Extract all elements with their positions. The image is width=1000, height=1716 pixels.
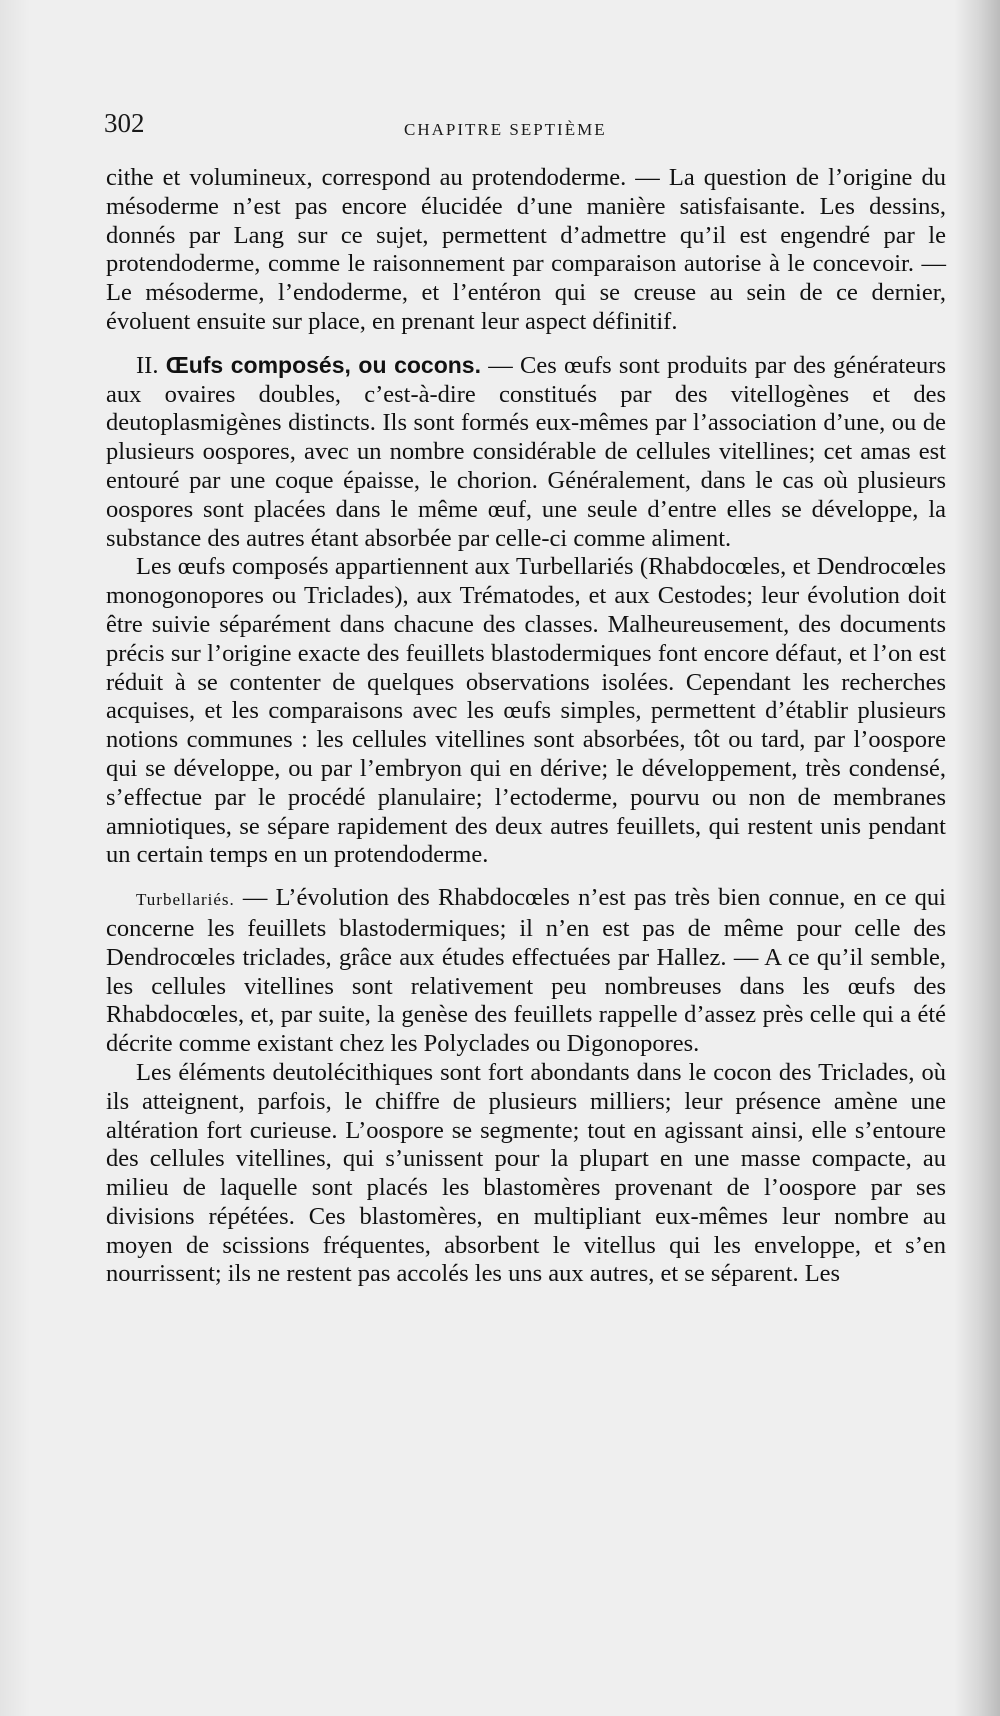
running-head	[104, 108, 949, 148]
paragraph-eggs-composite	[106, 351, 946, 554]
paragraph-composite-eggs-classes: Les œufs composés appartiennent aux Turbellariés (Rhabdocœles, et Dendrocœles monogonopores ou Triclades), aux Trématodes, et aux Cestodes; leur évolution doit être suivie séparément dans chacune des classes. Malheureusement, des documents précis sur l’origine exacte des feuillets blastodermiques font encore défaut, et l’on est réduit à se contenter de quelques observations isolées. Cependant les recherches acquises, et les comparaisons avec les œufs simples, permettent d’établir plusieurs notions communes : les cellules vitellines sont absorbées, tôt ou tard, par l’oospore qui se développe, ou par l’embryon qui en dérive; le développement, très condensé, s’effectue par le procédé planulaire; l’ectoderme, pourvu ou non de membranes amniotiques, se sépare rapidement des deux autres feuillets, qui restent unis pendant un certain temps en un protendoderme.	[106, 553, 946, 869]
section-heading: Œufs composés, ou cocons.	[165, 351, 481, 378]
paragraph-text: — Ces œufs sont produits par des générateurs aux ovaires doubles, c’est-à-dire constitués par des vitellogènes et des deutoplasmigènes distincts. Ils sont formés eux-mêmes par l’association d’une, ou de plusieurs oospores, avec un nombre considérable de cellules vitellines; cet amas est entouré par une coque épaisse, le chorion. Généralement, dans le cas où plusieurs oospores sont placées dans le même œuf, une seule d’entre elles se développe, la substance des autres étant absorbée par celle-ci comme aliment.	[106, 351, 946, 552]
paragraph-triclades: Les éléments deutolécithiques sont fort abondants dans le cocon des Triclades, où ils atteignent, parfois, le chiffre de plusieurs milliers; leur présence amène une altération fort curieuse. L’oospore se segmente; tout en agissant ainsi, elle s’entoure des cellules vitellines, qui s’unissent pour la plupart en une masse compacte, au milieu de laquelle sont placés les blastomères provenant de l’oospore par ses divisions répétées. Ces blastomères, en multipliant eux-mêmes leur nombre au moyen de scissions fréquentes, absorbent le vitellus qui les enveloppe, et s’en nourrissent; ils ne restent pas accolés les uns aux autres, et se séparent. Les	[106, 1058, 946, 1288]
chapter-title: CHAPITRE SEPTIÈME	[404, 120, 607, 139]
body-text	[106, 164, 946, 1289]
page-gutter-shadow-left	[0, 0, 30, 1716]
page-gutter-shadow-right	[954, 0, 1000, 1716]
paragraph-continuation: cithe et volumineux, correspond au protendoderme. — La question de l’origine du mésoderme n’est pas encore élucidée d’une manière satisfaisante. Les dessins, donnés par Lang sur ce sujet, permettent d’admettre qu’il est engendré par le protendoderme, comme le raisonnement par comparaison autorise à le concevoir. — Le mésoderme, l’endoderme, et l’entéron qui se creuse au sein de ce dernier, évoluent ensuite sur place, en prenant leur aspect définitif.	[106, 164, 946, 335]
subsection-heading: Turbellariés.	[136, 890, 235, 910]
paragraph-turbellaries	[106, 884, 946, 1059]
page-number: 302	[104, 108, 145, 138]
paragraph-text: — L’évolution des Rhabdocœles n’est pas très bien connue, en ce qui concerne les feuillets blastodermiques; il n’en est pas de même pour celle des Dendrocœles triclades, grâce aux études effectuées par Hallez. — A ce qu’il semble, les cellules vitellines sont relativement peu nombreuses dans les œufs des Rhabdocœles, et, par suite, la genèse des feuillets rappelle d’assez près celle qui a été décrite comme existant chez les Polyclades ou Digonopores.	[106, 884, 946, 1058]
section-number: II.	[136, 351, 159, 379]
